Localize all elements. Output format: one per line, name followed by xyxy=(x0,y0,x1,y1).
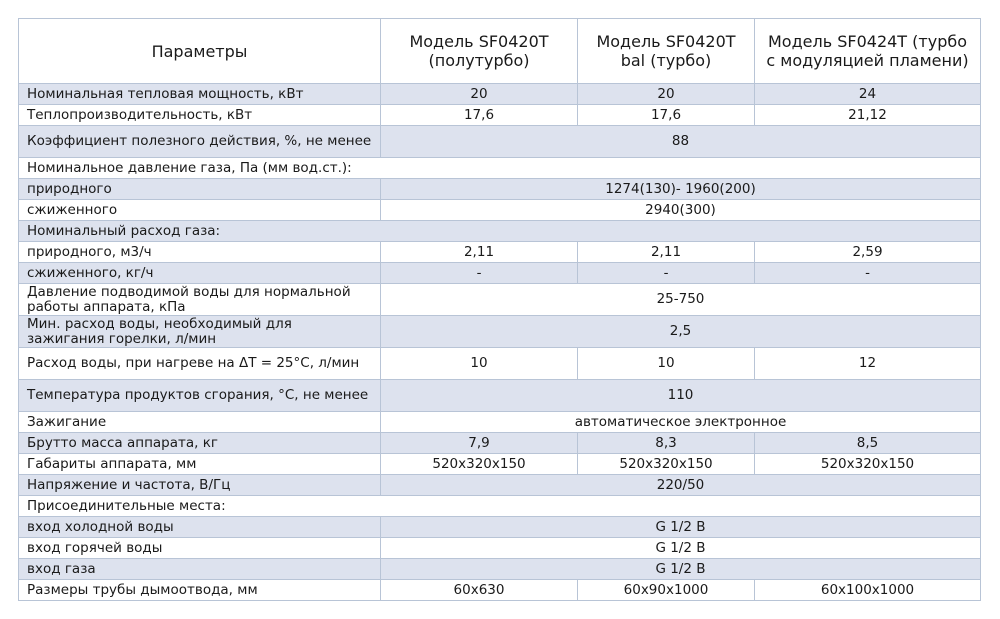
row-value-model-2: 10 xyxy=(578,348,755,380)
row-label: Напряжение и частота, В/Гц xyxy=(19,475,381,496)
row-label: Номинальная тепловая мощность, кВт xyxy=(19,84,381,105)
section-label: Присоединительные места: xyxy=(19,496,981,517)
row-value-all-models: 220/50 xyxy=(381,475,981,496)
table-row xyxy=(19,348,981,380)
row-value-all-models: 2940(300) xyxy=(381,200,981,221)
row-label: Зажигание xyxy=(19,412,381,433)
row-label: сжиженного, кг/ч xyxy=(19,263,381,284)
row-label: Теплопроизводительность, кВт xyxy=(19,105,381,126)
row-label: Температура продуктов сгорания, °C, не менее xyxy=(19,380,381,412)
header-parameters: Параметры xyxy=(19,19,381,84)
row-value-model-3: 21,12 xyxy=(755,105,981,126)
row-value-all-models: автоматическое электронное xyxy=(381,412,981,433)
row-label: Расход воды, при нагреве на ΔT = 25°C, л/мин xyxy=(19,348,381,380)
row-value-model-2: 60x90x1000 xyxy=(578,580,755,601)
row-label: сжиженного xyxy=(19,200,381,221)
row-value-all-models: G 1/2 B xyxy=(381,538,981,559)
row-value-model-2: 520x320x150 xyxy=(578,454,755,475)
table-row xyxy=(19,126,981,158)
row-value-model-2: 20 xyxy=(578,84,755,105)
specs-table xyxy=(18,18,981,601)
row-value-model-3: 12 xyxy=(755,348,981,380)
row-value-all-models: G 1/2 B xyxy=(381,559,981,580)
row-value-model-3: - xyxy=(755,263,981,284)
table-row xyxy=(19,200,981,221)
row-value-all-models: 1274(130)- 1960(200) xyxy=(381,179,981,200)
row-label: Коэффициент полезного действия, %, не менее xyxy=(19,126,381,158)
row-value-model-1: 20 xyxy=(381,84,578,105)
section-label: Номинальный расход газа: xyxy=(19,221,981,242)
table-row xyxy=(19,105,981,126)
row-value-all-models: 2,5 xyxy=(381,316,981,348)
table-row xyxy=(19,475,981,496)
row-value-model-1: 7,9 xyxy=(381,433,578,454)
table-header-row xyxy=(19,19,981,84)
section-label: Номинальное давление газа, Па (мм вод.ст.): xyxy=(19,158,981,179)
table-section-row xyxy=(19,496,981,517)
table-row xyxy=(19,242,981,263)
row-value-model-1: 60x630 xyxy=(381,580,578,601)
table-section-row xyxy=(19,221,981,242)
row-value-model-2: 17,6 xyxy=(578,105,755,126)
table-row xyxy=(19,454,981,475)
row-label: вход газа xyxy=(19,559,381,580)
row-value-model-3: 2,59 xyxy=(755,242,981,263)
row-value-model-1: - xyxy=(381,263,578,284)
row-label: Размеры трубы дымоотвода, мм xyxy=(19,580,381,601)
row-label: вход холодной воды xyxy=(19,517,381,538)
header-model-3: Модель SF0424T (турбо с модуляцией пламени) xyxy=(755,19,981,84)
row-label: природного, м3/ч xyxy=(19,242,381,263)
row-label: Габариты аппарата, мм xyxy=(19,454,381,475)
table-row xyxy=(19,284,981,316)
table-row xyxy=(19,538,981,559)
row-value-all-models: 110 xyxy=(381,380,981,412)
table-row xyxy=(19,517,981,538)
row-value-all-models: 25-750 xyxy=(381,284,981,316)
table-row xyxy=(19,380,981,412)
row-value-all-models: G 1/2 B xyxy=(381,517,981,538)
row-value-model-2: - xyxy=(578,263,755,284)
table-row xyxy=(19,433,981,454)
table-row xyxy=(19,263,981,284)
row-value-model-1: 2,11 xyxy=(381,242,578,263)
row-label: вход горячей воды xyxy=(19,538,381,559)
row-value-model-1: 520x320x150 xyxy=(381,454,578,475)
row-value-model-3: 24 xyxy=(755,84,981,105)
table-section-row xyxy=(19,158,981,179)
specs-table-wrapper xyxy=(18,18,980,601)
row-value-model-1: 17,6 xyxy=(381,105,578,126)
row-label: природного xyxy=(19,179,381,200)
table-row xyxy=(19,559,981,580)
row-value-model-1: 10 xyxy=(381,348,578,380)
table-row xyxy=(19,580,981,601)
row-value-model-3: 60x100x1000 xyxy=(755,580,981,601)
row-value-model-3: 520x320x150 xyxy=(755,454,981,475)
table-row xyxy=(19,412,981,433)
row-label: Брутто масса аппарата, кг xyxy=(19,433,381,454)
row-value-model-3: 8,5 xyxy=(755,433,981,454)
table-row xyxy=(19,84,981,105)
row-value-model-2: 2,11 xyxy=(578,242,755,263)
row-label: Давление подводимой воды для нормальной работы аппарата, кПа xyxy=(19,284,381,316)
header-model-2: Модель SF0420T bal (турбо) xyxy=(578,19,755,84)
row-label: Мин. расход воды, необходимый для зажигания горелки, л/мин xyxy=(19,316,381,348)
header-model-1: Модель SF0420T (полутурбо) xyxy=(381,19,578,84)
row-value-all-models: 88 xyxy=(381,126,981,158)
table-row xyxy=(19,316,981,348)
table-row xyxy=(19,179,981,200)
row-value-model-2: 8,3 xyxy=(578,433,755,454)
